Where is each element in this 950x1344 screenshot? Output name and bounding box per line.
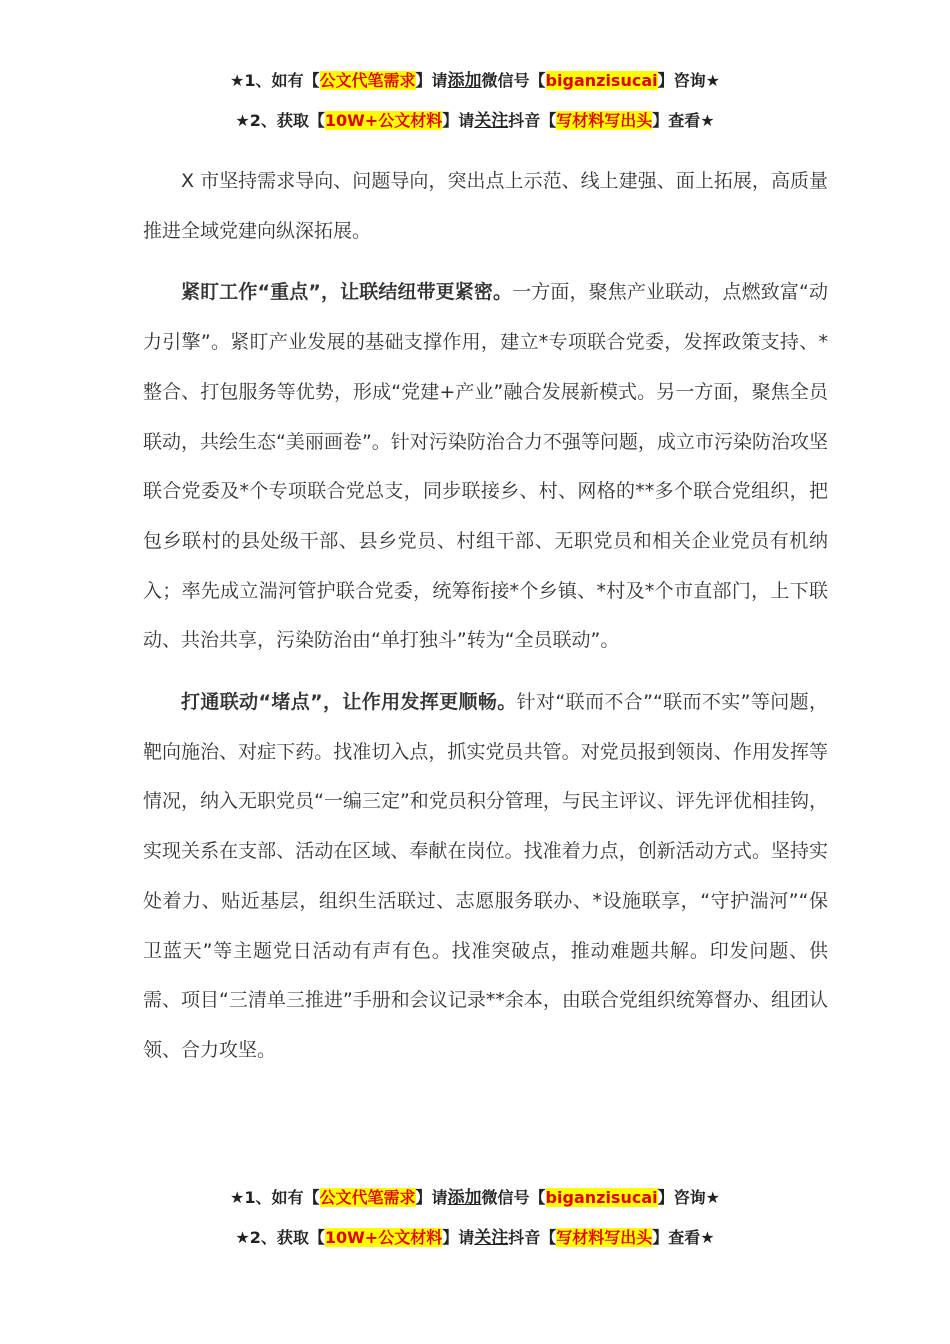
banner-line-1 xyxy=(0,1178,950,1218)
banner-emphasis: 添加 xyxy=(447,1188,482,1208)
banner-line-2 xyxy=(0,1218,950,1258)
section-2-body: 针对“联而不合”“联而不实”等问题，靶向施治、对症下药。找准切入点，抓实党员共管。对党员报到领岗、作用发挥等情况，纳入无职党员“一编三定”和党员积分管理，与民主评议、评先评优相挂钩，实现关系在支部、活动在区域、奉献在岗位。找准着力点，创新活动方式。坚持实处着力、贴近基层，组织生活联过、志愿服务联办、*设施联享，“守护湍河”“保卫蓝天”等主题党日活动有声有色。找准突破点，推动难题共解。印发问题、供需、项目“三清单三推进”手册和会议记录**余本，由联合党组织统筹督办、组团认领、合力攻坚。 xyxy=(143,691,828,1061)
highlight-service: 公文代笔需求 xyxy=(319,1188,416,1207)
article-body xyxy=(143,157,828,1088)
banner-emphasis: 关注 xyxy=(474,1228,509,1248)
banner-text: 微信号【 xyxy=(481,1188,546,1207)
banner-text: 抖音【 xyxy=(508,111,557,130)
highlight-materials: 10W+公文材料 xyxy=(324,1228,443,1247)
banner-text: ★1、如有【 xyxy=(230,71,320,90)
banner-text: ★2、获取【 xyxy=(235,111,325,130)
banner-text: 】请 xyxy=(442,111,475,130)
banner-text: 】咨询★ xyxy=(657,71,720,90)
section-2-lead: 打通联动“堵点”，让作用发挥更顺畅。 xyxy=(181,691,517,714)
top-banner xyxy=(0,61,950,141)
banner-text: 】查看★ xyxy=(652,111,715,130)
banner-text: 】咨询★ xyxy=(657,1188,720,1207)
banner-text: 微信号【 xyxy=(481,71,546,90)
highlight-douyin-account: 写材料写出头 xyxy=(556,111,653,130)
highlight-douyin-account: 写材料写出头 xyxy=(556,1228,653,1247)
banner-text: 抖音【 xyxy=(508,1228,557,1247)
banner-text: 】查看★ xyxy=(652,1228,715,1247)
banner-text: ★1、如有【 xyxy=(230,1188,320,1207)
banner-text: ★2、获取【 xyxy=(235,1228,325,1247)
bottom-banner xyxy=(0,1178,950,1258)
banner-line-1 xyxy=(0,61,950,101)
highlight-wechat-id: biganzisucai xyxy=(545,1188,658,1207)
highlight-service: 公文代笔需求 xyxy=(319,71,416,90)
section-1-body: 一方面，聚焦产业联动，点燃致富“动力引擎”。紧盯产业发展的基础支撑作用，建立*专项联合党委，发挥政策支持、*整合、打包服务等优势，形成“党建+产业”融合发展新模式。另一方面，聚焦全员联动，共绘生态“美丽画卷”。针对污染防治合力不强等问题，成立市污染防治攻坚联合党委及*个专项联合党总支，同步联接乡、村、网格的**多个联合党组织，把包乡联村的县处级干部、县乡党员、村组干部、无职党员和相关企业党员有机纳入；率先成立湍河管护联合党委，统筹衔接*个乡镇、*村及*个市直部门，上下联动、共治共享，污染防治由“单打独斗”转为“全员联动”。 xyxy=(143,281,828,652)
highlight-wechat-id: biganzisucai xyxy=(545,71,658,90)
banner-text: 】请 xyxy=(442,1228,475,1247)
section-1-paragraph xyxy=(143,268,828,666)
banner-text: 】请 xyxy=(415,71,448,90)
intro-paragraph: X 市坚持需求导向、问题导向，突出点上示范、线上建强、面上拓展，高质量推进全域党建向纵深拓展。 xyxy=(143,170,828,242)
banner-text: 】请 xyxy=(415,1188,448,1207)
section-1-lead: 紧盯工作“重点”，让联结纽带更紧密。 xyxy=(181,281,513,304)
banner-emphasis: 添加 xyxy=(447,71,482,91)
banner-line-2 xyxy=(0,101,950,141)
banner-emphasis: 关注 xyxy=(474,111,509,131)
section-2-paragraph xyxy=(143,678,828,1076)
highlight-materials: 10W+公文材料 xyxy=(324,111,443,130)
